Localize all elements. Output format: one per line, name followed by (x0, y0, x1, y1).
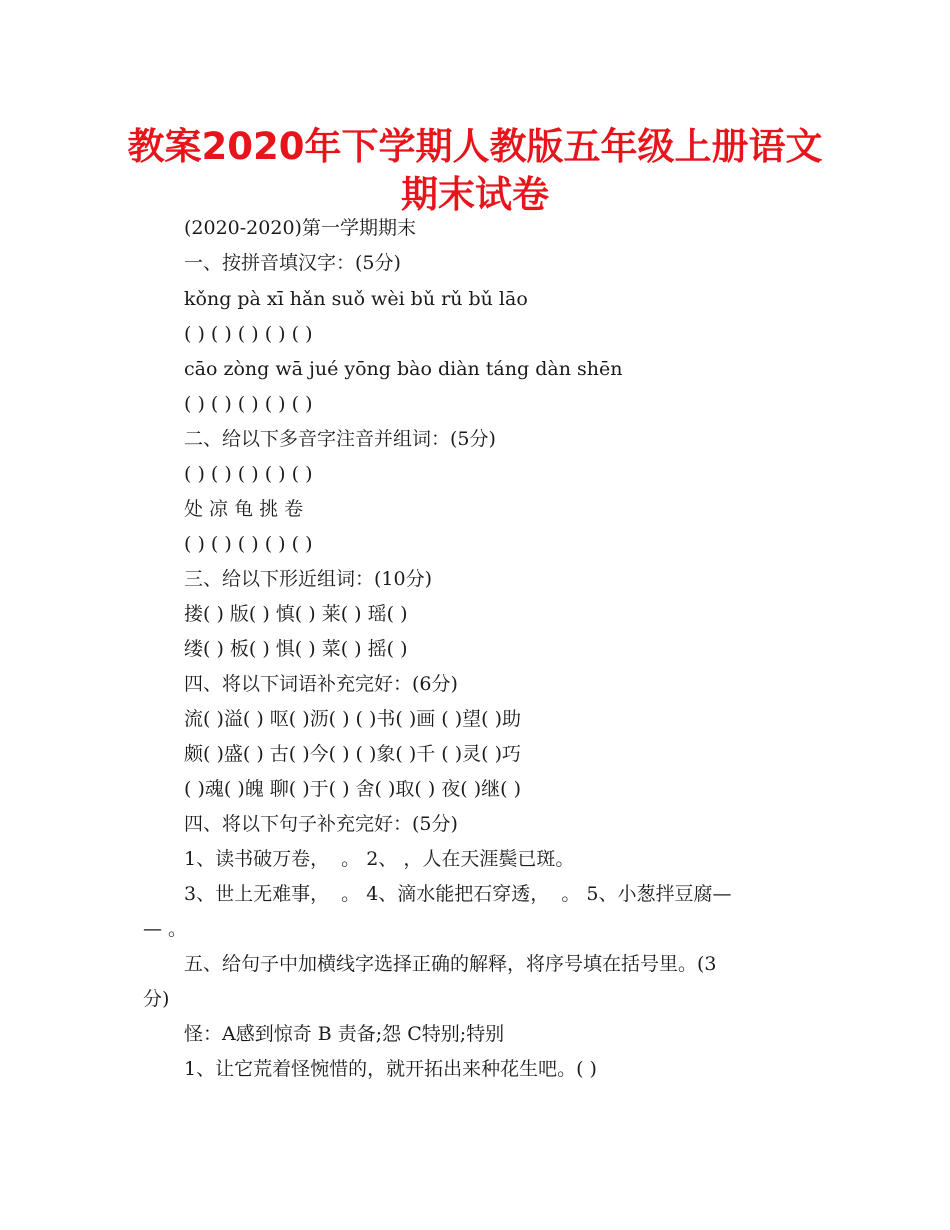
idiom-fill-row-3: ( )魂( )魄 聊( )于( ) 舍( )取( ) 夜( )继( ) (184, 778, 522, 800)
document-title-line-1: 教案2020年下学期人教版五年级上册语文 (127, 125, 823, 168)
answer-brackets-row: ( ) ( ) ( ) ( ) ( ) (184, 393, 313, 415)
answer-brackets-row: ( ) ( ) ( ) ( ) ( ) (184, 323, 313, 345)
similar-characters-row-2: 缕( ) 板( ) 惧( ) 菜( ) 摇( ) (184, 638, 408, 660)
section-4-heading: 四、将以下词语补充完好：(6分) (184, 673, 458, 695)
idiom-fill-row-2: 颇( )盛( ) 古( )今( ) ( )象( )千 ( )灵( )巧 (184, 743, 522, 765)
term-subtitle: (2020-2020)第一学期期末 (184, 217, 416, 239)
question-item-1: 1、让它荒着怪惋惜的，就开拓出来种花生吧。( ) (184, 1058, 597, 1080)
section-1-heading: 一、按拼音填汉字：(5分) (184, 252, 401, 274)
section-4b-heading: 四、将以下句子补充完好：(5分) (184, 813, 458, 835)
section-5-heading: 五、给句子中加横线字选择正确的解释，将序号填在括号里。(3 (184, 953, 717, 975)
answer-brackets-row: ( ) ( ) ( ) ( ) ( ) (184, 533, 313, 555)
sentence-fill-row-1: 1、读书破万卷， 。 2、 ，人在天涯鬓已斑。 (184, 848, 575, 870)
answer-brackets-row: ( ) ( ) ( ) ( ) ( ) (184, 463, 313, 485)
section-5-heading-continued: 分) (143, 988, 170, 1010)
section-2-heading: 二、给以下多音字注音并组词：(5分) (184, 428, 496, 450)
definition-options: 怪：A感到惊奇 B 责备;怨 C特别;特别 (184, 1023, 505, 1045)
pinyin-row-1: kǒng pà xī hǎn suǒ wèi bǔ rǔ bǔ lāo (184, 288, 528, 310)
pinyin-row-2: cāo zòng wā jué yōng bào diàn táng dàn shēn (184, 358, 623, 380)
document-title-line-2: 期末试卷 (401, 173, 549, 216)
sentence-fill-row-2-continued: — 。 (143, 918, 188, 940)
sentence-fill-row-2: 3、世上无难事， 。 4、滴水能把石穿透， 。 5、小葱拌豆腐— (184, 883, 732, 905)
section-3-heading: 三、给以下形近组词：(10分) (184, 568, 433, 590)
idiom-fill-row-1: 流( )溢( ) 呕( )沥( ) ( )书( )画 ( )望( )助 (184, 708, 522, 730)
similar-characters-row-1: 搂( ) 版( ) 慎( ) 莱( ) 瑶( ) (184, 603, 408, 625)
polyphonic-characters-row: 处 凉 龟 挑 卷 (184, 498, 304, 520)
